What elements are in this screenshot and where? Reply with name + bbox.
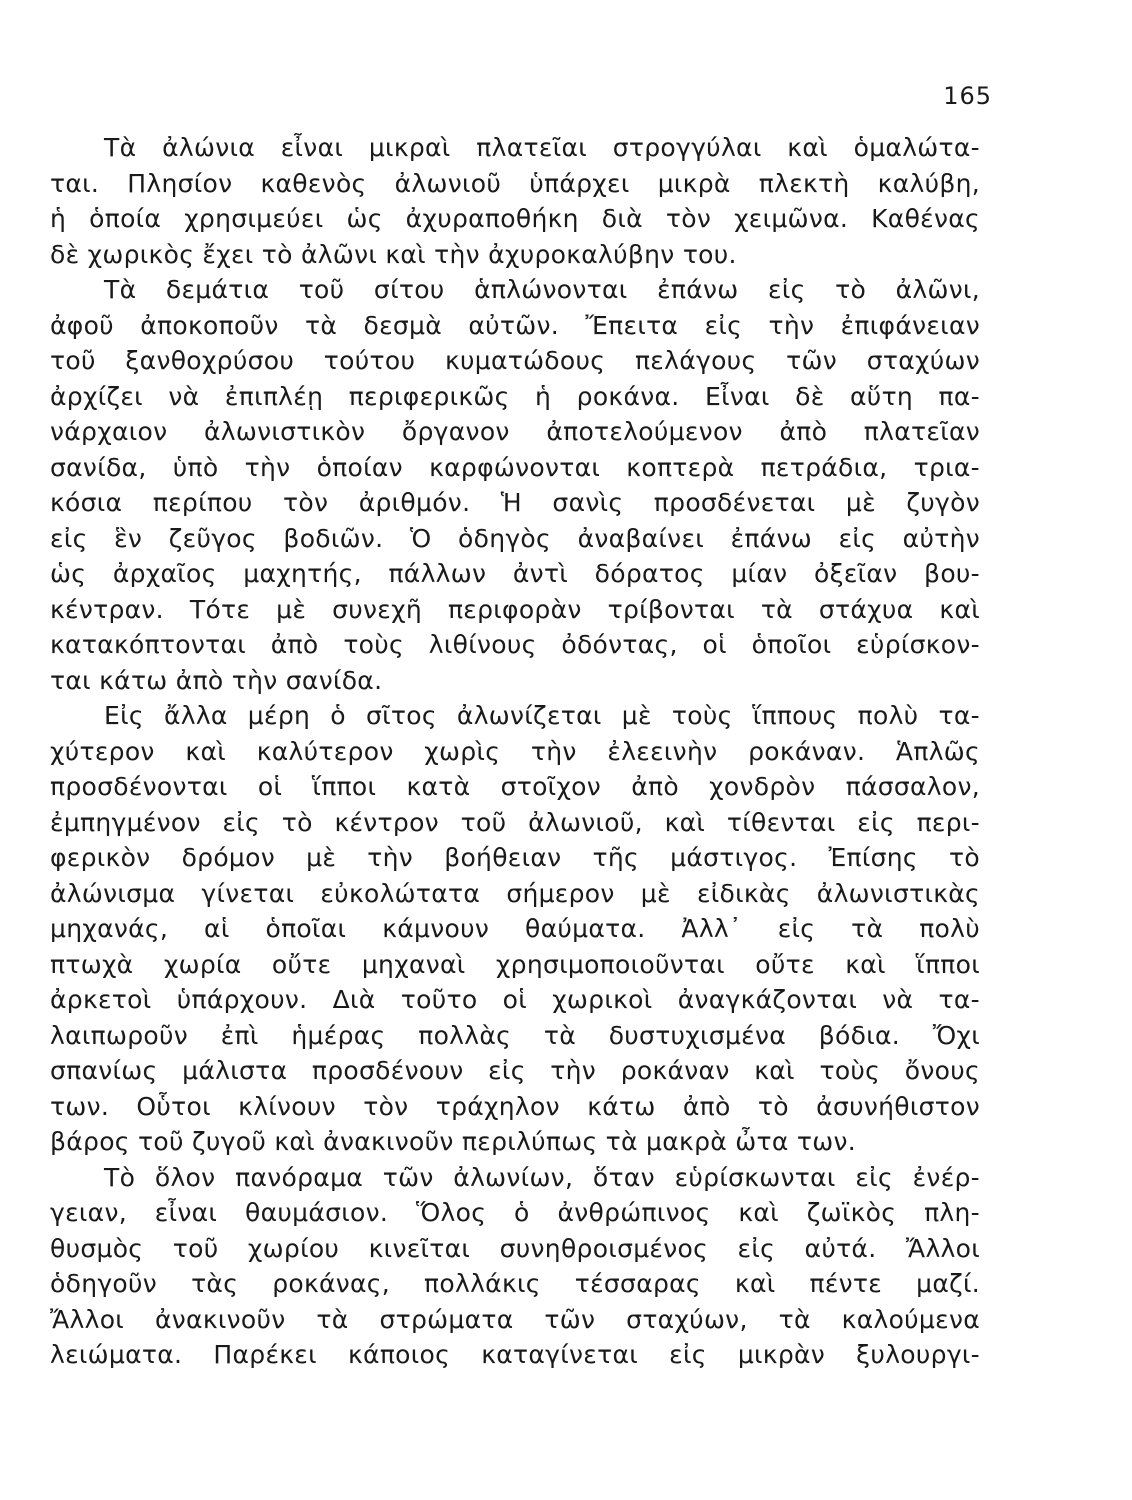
text-line: ὁδηγοῦν τὰς ροκάνας, πολλάκις τέσσαρας καὶ πέντε μαζί. [50, 1269, 980, 1298]
text-line: πτωχὰ χωρία οὔτε μηχαναὶ χρησιμοποιοῦνται οὔτε καὶ ἵπποι [50, 949, 980, 979]
text-line: φερικὸν δρόμον μὲ τὴν βοήθειαν τῆς μάστιγος. Ἐπίσης τὸ [50, 843, 980, 872]
text-line: λειώματα. Παρέκει κάποιος καταγίνεται εἰς μικρὰν ξυλουργι- [50, 1340, 980, 1369]
text-line: ἀρχίζει νὰ ἐπιπλέῃ περιφερικῶς ἡ ροκάνα. Εἶναι δὲ αὕτη πα- [50, 381, 980, 411]
text-line: τοῦ ξανθοχρύσου τούτου κυματώδους πελάγους τῶν σταχύων [50, 346, 980, 375]
text-line: Τὰ δεμάτια τοῦ σίτου ἁπλώνονται ἐπάνω εἰς τὸ ἀλῶνι, [104, 275, 980, 304]
text-line: των. Οὗτοι κλίνουν τὸν τράχηλον κάτω ἀπὸ τὸ ἀσυνήθιστον [50, 1091, 980, 1121]
text-line: σανίδα, ὑπὸ τὴν ὁποίαν καρφώνονται κοπτερὰ πετράδια, τρια- [50, 452, 980, 482]
text-line: ἐμπηγμένον εἰς τὸ κέντρον τοῦ ἀλωνιοῦ, καὶ τίθενται εἰς περι- [50, 807, 980, 837]
text-line: ἀφοῦ ἀποκοποῦν τὰ δεσμὰ αὐτῶν. Ἔπειτα εἰς τὴν ἐπιφάνειαν [50, 310, 980, 340]
text-line: Τὸ ὅλον πανόραμα τῶν ἀλωνίων, ὅταν εὑρίσκωνται εἰς ἐνέρ- [104, 1162, 980, 1192]
text-line: μηχανάς, αἱ ὁποῖαι κάμνουν θαύματα. Ἀλλ᾽ εἰς τὰ πολὺ [50, 914, 980, 943]
text-line: Τὰ ἀλώνια εἶναι μικραὶ πλατεῖαι στρογγύλαι καὶ ὁμαλώτα- [104, 133, 980, 162]
text-line: ται. Πλησίον καθενὸς ἀλωνιοῦ ὑπάρχει μικρὰ πλεκτὴ καλύβη, [50, 168, 980, 198]
text-line: ἀρκετοὶ ὑπάρχουν. Διὰ τοῦτο οἱ χωρικοὶ ἀναγκάζονται νὰ τα- [50, 985, 980, 1014]
page-number: 165 [943, 82, 992, 110]
body-text [50, 130, 980, 1373]
text-line: γειαν, εἶναι θαυμάσιον. Ὅλος ὁ ἀνθρώπινος καὶ ζωϊκὸς πλη- [50, 1198, 980, 1227]
text-line: Εἰς ἄλλα μέρη ὁ σῖτος ἀλωνίζεται μὲ τοὺς ἵππους πολὺ τα- [104, 701, 980, 730]
text-line: ται κάτω ἀπὸ τὴν σανίδα. [50, 665, 383, 695]
text-line: Ἄλλοι ἀνακινοῦν τὰ στρώματα τῶν σταχύων, τὰ καλούμενα [50, 1304, 980, 1334]
text-line: κατακόπτονται ἀπὸ τοὺς λιθίνους ὀδόντας, οἱ ὁποῖοι εὑρίσκον- [50, 630, 980, 659]
text-line: θυσμὸς τοῦ χωρίου κινεῖται συνηθροισμένος εἰς αὐτά. Ἄλλοι [50, 1233, 980, 1263]
text-line: κόσια περίπου τὸν ἀριθμόν. Ἡ σανὶς προσδένεται μὲ ζυγὸν [50, 488, 980, 517]
text-line: δὲ χωρικὸς ἔχει τὸ ἀλῶνι καὶ τὴν ἀχυροκαλύβην του. [50, 239, 737, 269]
text-line: ὡς ἀρχαῖος μαχητής, πάλλων ἀντὶ δόρατος μίαν ὀξεῖαν βου- [50, 559, 980, 588]
text-line: εἰς ἓν ζεῦγος βοδιῶν. Ὁ ὁδηγὸς ἀναβαίνει ἐπάνω εἰς αὐτὴν [50, 523, 980, 553]
text-line: ἀλώνισμα γίνεται εὐκολώτατα σήμερον μὲ εἰδικὰς ἀλωνιστικὰς [50, 878, 980, 908]
text-line: χύτερον καὶ καλύτερον χωρὶς τὴν ἐλεεινὴν ροκάναν. Ἁπλῶς [50, 736, 980, 766]
text-line: λαιπωροῦν ἐπὶ ἡμέρας πολλὰς τὰ δυστυχισμένα βόδια. Ὄχι [50, 1020, 980, 1050]
text-line: ἡ ὁποία χρησιμεύει ὡς ἀχυραποθήκη διὰ τὸν χειμῶνα. Καθένας [50, 204, 980, 233]
text-line: σπανίως μάλιστα προσδένουν εἰς τὴν ροκάναν καὶ τοὺς ὄνους [50, 1056, 980, 1085]
text-line: νάρχαιον ἀλωνιστικὸν ὄργανον ἀποτελούμενον ἀπὸ πλατεῖαν [50, 417, 980, 446]
text-line: βάρος τοῦ ζυγοῦ καὶ ἀνακινοῦν περιλύπως τὰ μακρὰ ὦτα των. [50, 1127, 856, 1156]
text-line: προσδένονται οἱ ἵπποι κατὰ στοῖχον ἀπὸ χονδρὸν πάσσαλον, [50, 772, 980, 801]
text-line: κέντραν. Τότε μὲ συνεχῆ περιφορὰν τρίβονται τὰ στάχυα καὶ [50, 594, 980, 624]
